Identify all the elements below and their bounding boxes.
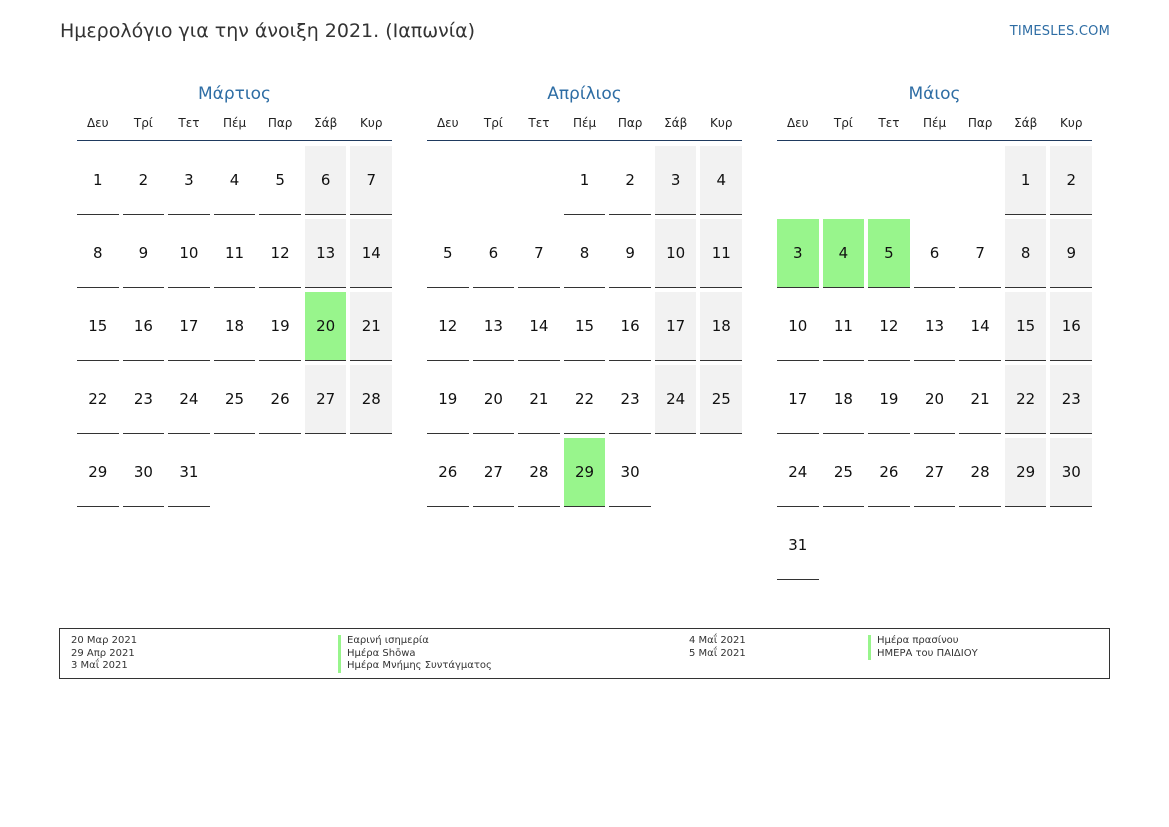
holiday-day-cell: 3 <box>777 219 819 288</box>
day-cell: 22 <box>1005 365 1047 434</box>
day-cell: 19 <box>259 292 301 361</box>
day-cell: 26 <box>427 438 469 507</box>
weekday-header <box>77 115 392 141</box>
weekday-label: Παρ <box>967 116 993 130</box>
empty-cell <box>914 146 956 215</box>
day-cell: 7 <box>959 219 1001 288</box>
empty-cell <box>959 511 1001 580</box>
day-cell: 30 <box>1050 438 1092 507</box>
month-name: Μάιος <box>908 84 961 104</box>
weekday-label: Δευ <box>86 116 109 130</box>
holiday-legend <box>59 628 1110 679</box>
day-cell: 6 <box>914 219 956 288</box>
holiday-day-cell: 20 <box>305 292 347 361</box>
empty-cell <box>259 438 301 507</box>
day-cell: 10 <box>168 219 210 288</box>
day-cell: 23 <box>1050 365 1092 434</box>
day-cell: 22 <box>564 365 606 434</box>
legend-names-left <box>338 635 492 673</box>
empty-cell <box>350 438 392 507</box>
day-cell: 30 <box>609 438 651 507</box>
day-cell: 12 <box>427 292 469 361</box>
holiday-day-cell: 5 <box>868 219 910 288</box>
day-cell: 29 <box>77 438 119 507</box>
legend-holiday-name: Εαρινή ισημερία <box>338 635 492 648</box>
day-cell: 24 <box>168 365 210 434</box>
weekday-label: Δευ <box>436 116 459 130</box>
day-cell: 14 <box>518 292 560 361</box>
day-cell: 21 <box>959 365 1001 434</box>
legend-holiday-name: Ημέρα Shōwa <box>338 648 492 661</box>
legend-dates-right <box>689 635 746 660</box>
day-cell: 2 <box>123 146 165 215</box>
week-row <box>427 219 742 288</box>
legend-dates-left <box>71 635 137 673</box>
legend-date: 5 Μαΐ 2021 <box>689 647 746 659</box>
day-cell: 1 <box>77 146 119 215</box>
day-cell: 20 <box>473 365 515 434</box>
day-cell: 12 <box>868 292 910 361</box>
weekday-label: Σάβ <box>314 116 338 130</box>
legend-date: 20 Μαρ 2021 <box>71 635 138 646</box>
month-name: Απρίλιος <box>547 84 622 104</box>
empty-cell <box>473 146 515 215</box>
week-row <box>777 511 1092 580</box>
day-cell: 2 <box>1050 146 1092 215</box>
empty-cell <box>427 146 469 215</box>
day-cell: 25 <box>823 438 865 507</box>
empty-cell <box>305 438 347 507</box>
day-cell: 28 <box>959 438 1001 507</box>
day-cell: 7 <box>518 219 560 288</box>
day-cell: 31 <box>168 438 210 507</box>
week-row <box>777 438 1092 507</box>
day-cell: 22 <box>77 365 119 434</box>
day-cell: 24 <box>655 365 697 434</box>
day-cell: 25 <box>214 365 256 434</box>
empty-cell <box>868 146 910 215</box>
day-cell: 26 <box>259 365 301 434</box>
weekday-label: Σάβ <box>1014 116 1038 130</box>
month-name: Μάρτιος <box>197 84 272 104</box>
day-cell: 30 <box>123 438 165 507</box>
day-grid <box>77 146 392 507</box>
week-row <box>77 219 392 288</box>
day-cell: 15 <box>1005 292 1047 361</box>
site-link[interactable]: TIMESLES.COM <box>1009 24 1110 39</box>
day-cell: 16 <box>123 292 165 361</box>
day-cell: 26 <box>868 438 910 507</box>
week-row <box>77 146 392 215</box>
legend-date: 29 Απρ 2021 <box>71 647 135 659</box>
legend-names-right <box>868 635 978 660</box>
month-calendar <box>77 82 392 511</box>
day-cell: 10 <box>777 292 819 361</box>
legend-holiday-name: Ημέρα πρασίνου <box>868 635 978 648</box>
day-cell: 19 <box>427 365 469 434</box>
weekday-label: Τρί <box>833 116 853 130</box>
month-calendar <box>777 82 1092 584</box>
day-cell: 16 <box>1050 292 1092 361</box>
page-title: Ημερολόγιο για την άνοιξη 2021. (Ιαπωνία) <box>60 20 476 42</box>
day-cell: 18 <box>700 292 742 361</box>
month-calendar <box>427 82 742 511</box>
day-cell: 6 <box>305 146 347 215</box>
day-cell: 31 <box>777 511 819 580</box>
day-cell: 17 <box>655 292 697 361</box>
day-cell: 25 <box>700 365 742 434</box>
empty-cell <box>518 146 560 215</box>
day-cell: 20 <box>914 365 956 434</box>
day-cell: 17 <box>777 365 819 434</box>
day-cell: 29 <box>1005 438 1047 507</box>
weekday-label: Παρ <box>617 116 643 130</box>
day-cell: 15 <box>564 292 606 361</box>
weekday-label: Κυρ <box>710 116 733 130</box>
weekday-label: Τετ <box>878 116 900 130</box>
holiday-day-cell: 4 <box>823 219 865 288</box>
day-cell: 4 <box>700 146 742 215</box>
day-cell: 1 <box>564 146 606 215</box>
week-row <box>777 219 1092 288</box>
day-cell: 7 <box>350 146 392 215</box>
day-cell: 6 <box>473 219 515 288</box>
day-cell: 10 <box>655 219 697 288</box>
weekday-header <box>427 115 742 141</box>
day-cell: 11 <box>823 292 865 361</box>
weekday-label: Δευ <box>786 116 809 130</box>
day-grid <box>777 146 1092 580</box>
day-cell: 9 <box>123 219 165 288</box>
day-cell: 28 <box>518 438 560 507</box>
weekday-label: Πέμ <box>572 116 597 130</box>
empty-cell <box>700 438 742 507</box>
empty-cell <box>823 511 865 580</box>
week-row <box>77 365 392 434</box>
week-row <box>427 292 742 361</box>
empty-cell <box>655 438 697 507</box>
week-row <box>427 438 742 507</box>
week-row <box>427 146 742 215</box>
day-cell: 18 <box>823 365 865 434</box>
empty-cell <box>823 146 865 215</box>
holiday-day-cell: 29 <box>564 438 606 507</box>
day-cell: 5 <box>427 219 469 288</box>
empty-cell <box>1050 511 1092 580</box>
day-cell: 12 <box>259 219 301 288</box>
day-cell: 8 <box>1005 219 1047 288</box>
weekday-label: Τρί <box>133 116 153 130</box>
weekday-label: Σάβ <box>664 116 688 130</box>
day-cell: 13 <box>914 292 956 361</box>
day-cell: 27 <box>305 365 347 434</box>
week-row <box>777 365 1092 434</box>
week-row <box>77 292 392 361</box>
day-cell: 11 <box>700 219 742 288</box>
day-cell: 23 <box>123 365 165 434</box>
day-cell: 27 <box>914 438 956 507</box>
empty-cell <box>868 511 910 580</box>
week-row <box>777 292 1092 361</box>
day-cell: 9 <box>609 219 651 288</box>
empty-cell <box>959 146 1001 215</box>
weekday-label: Κυρ <box>360 116 383 130</box>
week-row <box>77 438 392 507</box>
day-cell: 4 <box>214 146 256 215</box>
empty-cell <box>914 511 956 580</box>
day-cell: 27 <box>473 438 515 507</box>
empty-cell <box>1005 511 1047 580</box>
day-cell: 9 <box>1050 219 1092 288</box>
weekday-label: Τετ <box>528 116 550 130</box>
day-cell: 21 <box>350 292 392 361</box>
day-cell: 21 <box>518 365 560 434</box>
day-cell: 15 <box>77 292 119 361</box>
empty-cell <box>777 146 819 215</box>
week-row <box>427 365 742 434</box>
weekday-label: Πέμ <box>922 116 947 130</box>
day-cell: 3 <box>168 146 210 215</box>
day-cell: 18 <box>214 292 256 361</box>
legend-date: 4 Μαΐ 2021 <box>689 635 746 646</box>
weekday-label: Τετ <box>178 116 200 130</box>
day-cell: 28 <box>350 365 392 434</box>
day-cell: 14 <box>350 219 392 288</box>
day-cell: 11 <box>214 219 256 288</box>
empty-cell <box>214 438 256 507</box>
day-cell: 3 <box>655 146 697 215</box>
day-cell: 1 <box>1005 146 1047 215</box>
day-cell: 8 <box>564 219 606 288</box>
day-cell: 13 <box>305 219 347 288</box>
day-cell: 2 <box>609 146 651 215</box>
day-cell: 8 <box>77 219 119 288</box>
day-cell: 24 <box>777 438 819 507</box>
day-cell: 16 <box>609 292 651 361</box>
weekday-label: Παρ <box>267 116 293 130</box>
weekday-label: Κυρ <box>1060 116 1083 130</box>
legend-holiday-name: Ημέρα Μνήμης Συντάγματος <box>338 660 492 673</box>
weekday-label: Πέμ <box>222 116 247 130</box>
day-cell: 17 <box>168 292 210 361</box>
day-cell: 5 <box>259 146 301 215</box>
legend-holiday-name: ΗΜΕΡΑ του ΠΑΙΔΙΟΥ <box>868 648 978 661</box>
weekday-header <box>777 115 1092 141</box>
week-row <box>777 146 1092 215</box>
legend-date: 3 Μαΐ 2021 <box>71 660 128 671</box>
day-cell: 19 <box>868 365 910 434</box>
day-grid <box>427 146 742 507</box>
day-cell: 13 <box>473 292 515 361</box>
weekday-label: Τρί <box>483 116 503 130</box>
day-cell: 14 <box>959 292 1001 361</box>
day-cell: 23 <box>609 365 651 434</box>
